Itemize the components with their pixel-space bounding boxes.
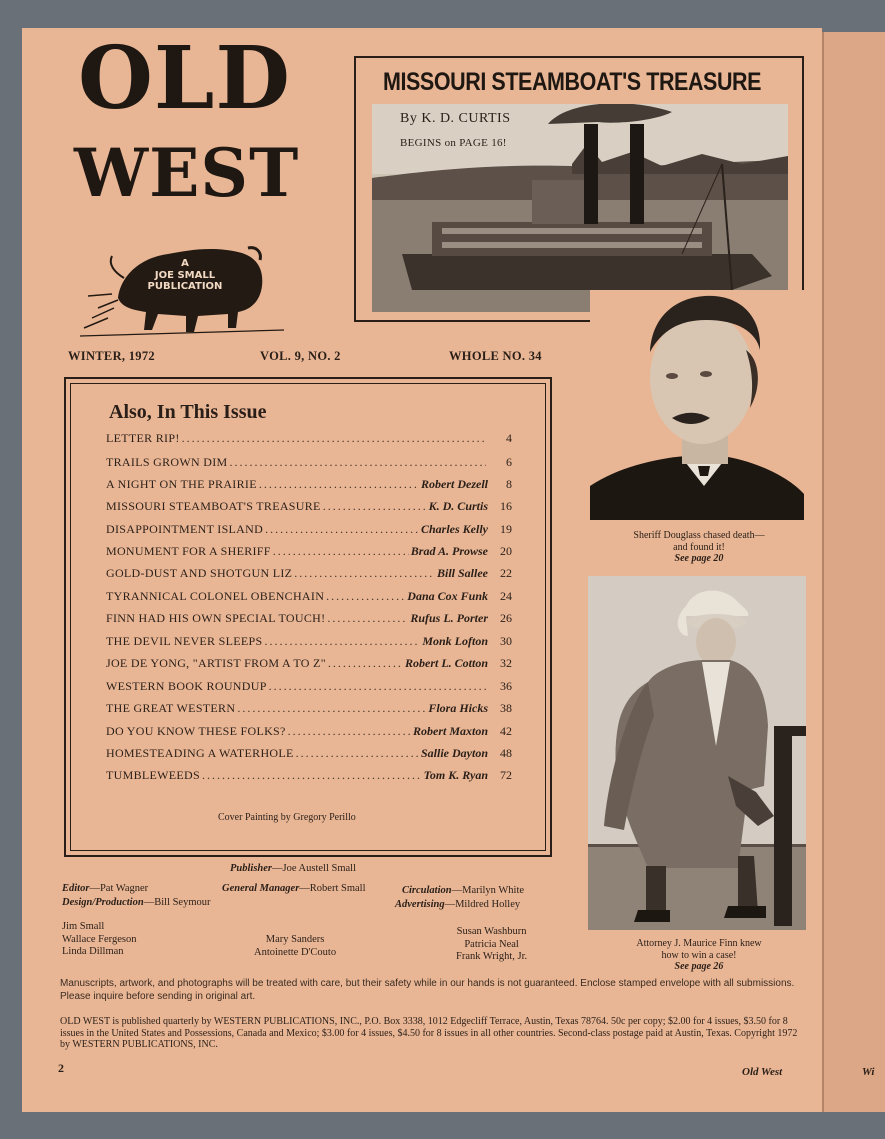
credit-editor: Editor—Pat Wagner	[62, 883, 149, 894]
toc-leader	[326, 589, 405, 604]
toc-entry	[106, 589, 512, 605]
issue-volume: VOL. 9, NO. 2	[260, 349, 341, 363]
toc-leader	[273, 544, 409, 559]
toc-entry-author: Monk Lofton	[422, 634, 488, 648]
toc-entry-title: THE DEVIL NEVER SLEEPS	[106, 634, 263, 648]
page-number: 2	[58, 1061, 64, 1075]
credit-name: Mildred Holley	[455, 899, 521, 910]
staff-column-3	[456, 926, 527, 964]
sheriff-portrait-photo	[590, 290, 804, 520]
sheriff-caption	[604, 530, 794, 565]
credit-name: Robert Small	[309, 883, 366, 894]
logo-line-1: A	[181, 258, 189, 269]
toc-leader	[265, 522, 419, 537]
toc-leader	[229, 455, 486, 470]
toc-entry-page: 38	[500, 701, 512, 715]
caption-line: Attorney J. Maurice Finn knew	[636, 938, 762, 949]
toc-entry-page: 32	[500, 656, 512, 670]
toc-entry-page: 42	[500, 724, 512, 738]
caption-see-page: See page 26	[674, 961, 724, 972]
caption-see-page: See page 20	[674, 553, 724, 564]
page-footer-title: Old West	[742, 1066, 783, 1078]
toc-entry-title: THE GREAT WESTERN	[106, 701, 236, 715]
toc-entry-page: 24	[500, 589, 512, 603]
toc-leader	[296, 746, 419, 761]
toc-entry-title: HOMESTEADING A WATERHOLE	[106, 746, 294, 760]
toc-entry-page: 26	[500, 611, 512, 625]
toc-leader	[294, 566, 435, 581]
credit-role: Circulation	[402, 885, 452, 896]
next-page-footer-fragment: Wi	[862, 1066, 875, 1078]
staff-name: Antoinette D'Couto	[254, 946, 337, 958]
masthead-old: OLD	[78, 28, 291, 129]
toc-entry	[106, 656, 512, 672]
toc-entry	[106, 544, 512, 560]
toc-entry-page: 48	[500, 746, 512, 760]
toc-entry-author: Rufus L. Porter	[410, 611, 488, 625]
toc-entry	[106, 768, 512, 784]
logo-line-3: PUBLICATION	[147, 281, 223, 292]
submission-notice: Manuscripts, artwork, and photographs will be treated with care, but their safety while in our hands is not guaranteed. Enclose stamped envelope with all submissions. Please inquire before sending in original art.	[60, 978, 795, 1002]
toc-entry-title: TRAILS GROWN DIM	[106, 455, 228, 469]
credit-name: Bill Seymour	[154, 897, 211, 908]
toc-entry-title: MISSOURI STEAMBOAT'S TREASURE	[106, 499, 321, 513]
credit-role: Publisher	[230, 863, 273, 874]
credit-role: Editor	[62, 883, 90, 894]
toc-entry-author: Flora Hicks	[428, 701, 488, 715]
toc-entry-page: 8	[506, 477, 512, 491]
credit-role: General Manager	[222, 883, 300, 894]
staff-name: Jim Small	[62, 921, 105, 932]
toc-entry-title: MONUMENT FOR A SHERIFF	[106, 544, 271, 558]
toc-heading: Also, In This Issue	[109, 401, 267, 423]
issue-season: WINTER, 1972	[68, 349, 155, 363]
toc-entry-title: TUMBLEWEEDS	[106, 768, 200, 782]
toc-leader	[328, 656, 403, 671]
toc-leader	[288, 724, 411, 739]
toc-entry-title: GOLD-DUST AND SHOTGUN LIZ	[106, 566, 293, 580]
cover-credit: Cover Painting by Gregory Perillo	[218, 812, 356, 823]
toc-entry	[106, 522, 512, 538]
toc-entry	[106, 679, 512, 695]
toc-leader	[269, 679, 486, 694]
toc-entry-title: WESTERN BOOK ROUNDUP	[106, 679, 267, 693]
logo-caption	[135, 258, 235, 293]
toc-entry-title: DISAPPOINTMENT ISLAND	[106, 522, 264, 536]
toc-entry	[106, 477, 512, 493]
toc-entry-author: Robert L. Cotton	[404, 656, 488, 670]
toc-entry	[106, 455, 512, 471]
toc-leader	[237, 701, 426, 716]
toc-entry	[106, 499, 512, 515]
toc-entry-author: Brad A. Prowse	[410, 544, 488, 558]
caption-line: Sheriff Douglass chased death—	[633, 530, 765, 541]
credit-publisher: Publisher—Joe Austell Small	[230, 863, 357, 874]
toc-entry-title: A NIGHT ON THE PRAIRIE	[106, 477, 257, 491]
staff-column-2	[254, 934, 336, 959]
toc-entry-title: FINN HAD HIS OWN SPECIAL TOUCH!	[106, 611, 326, 625]
toc-entry-title: LETTER RIP!	[106, 431, 180, 445]
staff-name: Frank Wright, Jr.	[456, 951, 528, 963]
credit-role: Advertising	[395, 899, 445, 910]
toc-entry-page: 22	[500, 566, 512, 580]
toc-entry-page: 6	[506, 455, 512, 469]
caption-line: how to win a case!	[661, 949, 737, 961]
caption-line: and found it!	[673, 541, 725, 553]
toc-entry-title: DO YOU KNOW THESE FOLKS?	[106, 724, 286, 738]
toc-leader	[264, 634, 420, 649]
staff-column-1	[62, 921, 136, 959]
staff-name: Patricia Neal	[464, 938, 519, 950]
toc-entry	[106, 431, 512, 447]
toc-entry-page: 4	[506, 431, 512, 445]
credit-general-manager: General Manager—Robert Small	[222, 883, 366, 894]
feature-byline: By K. D. CURTIS	[400, 111, 511, 126]
staff-name: Linda Dillman	[62, 946, 124, 958]
staff-name: Mary Sanders	[265, 934, 325, 945]
toc-entry	[106, 701, 512, 717]
toc-entry-page: 72	[500, 768, 512, 782]
logo-line-2: JOE SMALL	[154, 269, 216, 281]
toc-entry-author: Dana Cox Funk	[407, 589, 488, 603]
toc-entry-page: 19	[500, 522, 512, 536]
credit-name: Pat Wagner	[99, 883, 149, 894]
toc-entry-author: Charles Kelly	[420, 522, 488, 536]
toc-entry-author: Tom K. Ryan	[423, 768, 488, 782]
masthead-west: WEST	[74, 134, 300, 212]
toc-entry	[106, 746, 512, 762]
credit-role: Design/Production	[62, 897, 144, 908]
toc-entry-page: 16	[500, 499, 512, 513]
feature-begins: BEGINS on PAGE 16!	[400, 137, 507, 149]
attorney-finn-photo	[588, 576, 806, 930]
credit-name: Joe Austell Small	[282, 863, 357, 874]
toc-entry-title: JOE DE YONG, "ARTIST FROM A TO Z"	[106, 656, 326, 670]
next-page-edge	[822, 32, 885, 1112]
toc-leader	[259, 477, 419, 492]
toc-entry-author: Bill Sallee	[437, 566, 488, 580]
credit-advertising: Advertising—Mildred Holley	[395, 899, 521, 910]
feature-title: MISSOURI STEAMBOAT'S TREASURE	[383, 68, 762, 96]
toc-leader	[327, 611, 408, 626]
credit-circulation: Circulation—Marilyn White	[402, 885, 525, 896]
toc-entry	[106, 724, 512, 740]
toc-leader	[182, 431, 486, 446]
toc-entry-author: Sallie Dayton	[420, 746, 488, 760]
toc-entry	[106, 611, 512, 627]
credit-name: Marilyn White	[462, 885, 525, 896]
toc-entry-author: Robert Maxton	[412, 724, 488, 738]
toc-entry-title: TYRANNICAL COLONEL OBENCHAIN	[106, 589, 325, 603]
publication-info: OLD WEST is published quarterly by WESTERN PUBLICATIONS, INC., P.O. Box 3338, 1012 Edgecliff Terrace, Austin, Texas 78764. 50c per copy; $2.00 for 4 issues, $3.50 for 8 issues in the United States and Possessions, Canada and Mexico; $3.00 for 4 issues, $4.50 for 8 issues in all other countries. Second-class postage paid at Austin, Texas. Copyright 1972 by WESTERN PUBLICATIONS, INC.	[60, 1016, 798, 1050]
issue-whole-number: WHOLE NO. 34	[449, 349, 542, 363]
toc-leader	[202, 768, 422, 783]
steamboat-photo	[372, 104, 788, 312]
toc-entry	[106, 634, 512, 650]
toc-entry	[106, 566, 512, 582]
finn-caption	[604, 938, 794, 973]
toc-entry-author: K. D. Curtis	[428, 499, 488, 513]
toc-entry-page: 30	[500, 634, 512, 648]
toc-entry-page: 20	[500, 544, 512, 558]
staff-name: Wallace Fergeson	[62, 933, 137, 945]
toc-entry-page: 36	[500, 679, 512, 693]
credit-design: Design/Production—Bill Seymour	[62, 897, 211, 908]
staff-name: Susan Washburn	[456, 926, 527, 937]
toc-leader	[323, 499, 427, 514]
toc-entry-author: Robert Dezell	[421, 477, 488, 491]
